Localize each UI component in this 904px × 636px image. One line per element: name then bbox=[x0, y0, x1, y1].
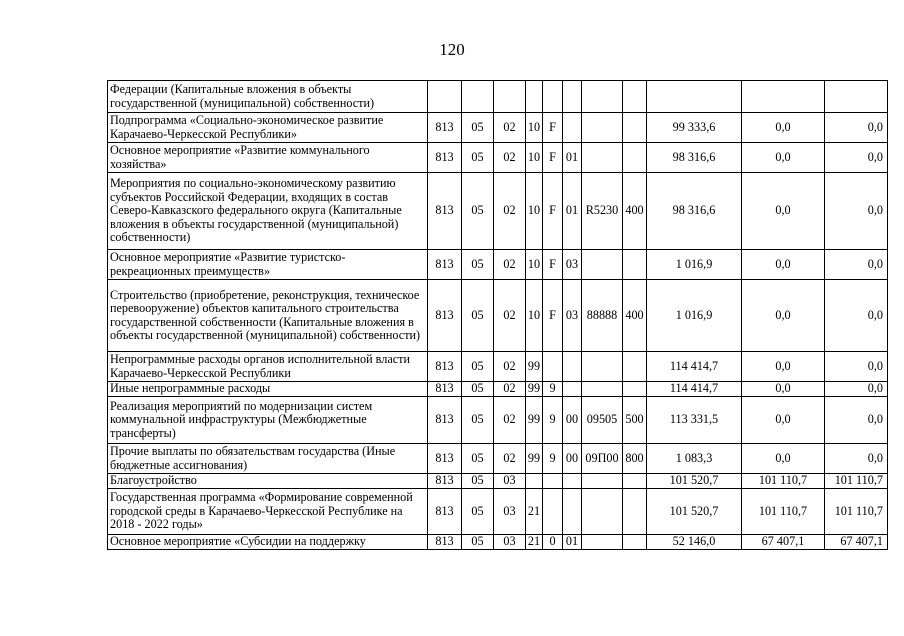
program-code-cell bbox=[526, 81, 543, 113]
direction-code-cell bbox=[582, 113, 623, 143]
amount-year1-cell: 101 520,7 bbox=[647, 489, 742, 535]
section-code-cell: 05 bbox=[462, 113, 494, 143]
program-code-cell: 10 bbox=[526, 250, 543, 280]
ministry-code-cell: 813 bbox=[428, 280, 462, 352]
expense-type-cell bbox=[623, 474, 647, 489]
row-name-cell: Государственная программа «Формирование современной городской среды в Карачаево-Черкесской Республике на 2018 - 2022 годы» bbox=[108, 489, 428, 535]
amount-year3-cell bbox=[825, 81, 888, 113]
program-code-cell: 99 bbox=[526, 397, 543, 444]
table-row bbox=[108, 81, 888, 113]
direction-code-cell bbox=[582, 143, 623, 173]
row-name-cell: Непрограммные расходы органов исполнительной власти Карачаево-Черкесской Республики bbox=[108, 352, 428, 382]
event-code-cell bbox=[563, 382, 582, 397]
expense-type-cell bbox=[623, 489, 647, 535]
subprogram-code-cell: 0 bbox=[543, 535, 563, 550]
direction-code-cell bbox=[582, 474, 623, 489]
section-code-cell bbox=[462, 81, 494, 113]
subprogram-code-cell bbox=[543, 489, 563, 535]
subprogram-code-cell: F bbox=[543, 250, 563, 280]
amount-year3-cell: 0,0 bbox=[825, 143, 888, 173]
amount-year3-cell: 0,0 bbox=[825, 280, 888, 352]
amount-year1-cell: 98 316,6 bbox=[647, 173, 742, 250]
subsection-code-cell: 02 bbox=[494, 397, 526, 444]
amount-year2-cell: 0,0 bbox=[742, 143, 825, 173]
amount-year2-cell: 0,0 bbox=[742, 444, 825, 474]
program-code-cell: 10 bbox=[526, 280, 543, 352]
program-code-cell bbox=[526, 474, 543, 489]
expense-type-cell bbox=[623, 81, 647, 113]
table-row bbox=[108, 113, 888, 143]
subsection-code-cell: 02 bbox=[494, 444, 526, 474]
amount-year2-cell: 0,0 bbox=[742, 352, 825, 382]
row-name-cell: Мероприятия по социально-экономическому развитию субъектов Российской Федерации, входящих в состав Северо-Кавказского федерального округа (Капитальные вложения в объекты государственной (муниципальной) собственности) bbox=[108, 173, 428, 250]
subsection-code-cell: 02 bbox=[494, 382, 526, 397]
amount-year1-cell bbox=[647, 81, 742, 113]
amount-year1-cell: 114 414,7 bbox=[647, 352, 742, 382]
amount-year2-cell: 67 407,1 bbox=[742, 535, 825, 550]
expense-type-cell bbox=[623, 113, 647, 143]
section-code-cell: 05 bbox=[462, 535, 494, 550]
amount-year2-cell: 0,0 bbox=[742, 382, 825, 397]
ministry-code-cell bbox=[428, 81, 462, 113]
section-code-cell: 05 bbox=[462, 280, 494, 352]
subsection-code-cell: 02 bbox=[494, 113, 526, 143]
row-name-cell: Основное мероприятие «Развитие туристско-рекреационных преимуществ» bbox=[108, 250, 428, 280]
subsection-code-cell: 02 bbox=[494, 173, 526, 250]
subsection-code-cell: 03 bbox=[494, 489, 526, 535]
amount-year3-cell: 101 110,7 bbox=[825, 474, 888, 489]
amount-year1-cell: 101 520,7 bbox=[647, 474, 742, 489]
amount-year1-cell: 98 316,6 bbox=[647, 143, 742, 173]
section-code-cell: 05 bbox=[462, 382, 494, 397]
direction-code-cell: 09П00 bbox=[582, 444, 623, 474]
program-code-cell: 10 bbox=[526, 173, 543, 250]
expense-type-cell bbox=[623, 382, 647, 397]
subsection-code-cell bbox=[494, 81, 526, 113]
direction-code-cell bbox=[582, 81, 623, 113]
program-code-cell: 10 bbox=[526, 113, 543, 143]
table-row bbox=[108, 489, 888, 535]
section-code-cell: 05 bbox=[462, 444, 494, 474]
amount-year1-cell: 1 083,3 bbox=[647, 444, 742, 474]
expense-type-cell: 500 bbox=[623, 397, 647, 444]
table-row bbox=[108, 444, 888, 474]
amount-year3-cell: 67 407,1 bbox=[825, 535, 888, 550]
row-name-cell: Иные непрограммные расходы bbox=[108, 382, 428, 397]
ministry-code-cell: 813 bbox=[428, 474, 462, 489]
section-code-cell: 05 bbox=[462, 397, 494, 444]
subsection-code-cell: 02 bbox=[494, 280, 526, 352]
amount-year3-cell: 101 110,7 bbox=[825, 489, 888, 535]
subprogram-code-cell: F bbox=[543, 113, 563, 143]
table-row bbox=[108, 397, 888, 444]
subsection-code-cell: 02 bbox=[494, 250, 526, 280]
section-code-cell: 05 bbox=[462, 352, 494, 382]
amount-year1-cell: 52 146,0 bbox=[647, 535, 742, 550]
ministry-code-cell: 813 bbox=[428, 143, 462, 173]
expense-type-cell bbox=[623, 352, 647, 382]
event-code-cell: 00 bbox=[563, 444, 582, 474]
amount-year1-cell: 1 016,9 bbox=[647, 280, 742, 352]
subprogram-code-cell: F bbox=[543, 143, 563, 173]
subsection-code-cell: 02 bbox=[494, 143, 526, 173]
amount-year2-cell: 101 110,7 bbox=[742, 474, 825, 489]
program-code-cell: 21 bbox=[526, 535, 543, 550]
ministry-code-cell: 813 bbox=[428, 173, 462, 250]
table-row bbox=[108, 143, 888, 173]
subprogram-code-cell: F bbox=[543, 173, 563, 250]
subprogram-code-cell: 9 bbox=[543, 397, 563, 444]
amount-year2-cell: 0,0 bbox=[742, 250, 825, 280]
direction-code-cell bbox=[582, 489, 623, 535]
subprogram-code-cell: 9 bbox=[543, 382, 563, 397]
event-code-cell bbox=[563, 474, 582, 489]
subprogram-code-cell bbox=[543, 474, 563, 489]
ministry-code-cell: 813 bbox=[428, 382, 462, 397]
amount-year2-cell: 101 110,7 bbox=[742, 489, 825, 535]
ministry-code-cell: 813 bbox=[428, 113, 462, 143]
row-name-cell: Благоустройство bbox=[108, 474, 428, 489]
ministry-code-cell: 813 bbox=[428, 535, 462, 550]
amount-year1-cell: 99 333,6 bbox=[647, 113, 742, 143]
event-code-cell bbox=[563, 81, 582, 113]
section-code-cell: 05 bbox=[462, 173, 494, 250]
program-code-cell: 99 bbox=[526, 352, 543, 382]
table-row bbox=[108, 535, 888, 550]
expense-type-cell: 400 bbox=[623, 173, 647, 250]
ministry-code-cell: 813 bbox=[428, 352, 462, 382]
program-code-cell: 21 bbox=[526, 489, 543, 535]
table-row bbox=[108, 352, 888, 382]
amount-year3-cell: 0,0 bbox=[825, 250, 888, 280]
event-code-cell: 01 bbox=[563, 143, 582, 173]
ministry-code-cell: 813 bbox=[428, 397, 462, 444]
subprogram-code-cell: 9 bbox=[543, 444, 563, 474]
amount-year2-cell: 0,0 bbox=[742, 280, 825, 352]
amount-year3-cell: 0,0 bbox=[825, 173, 888, 250]
section-code-cell: 05 bbox=[462, 474, 494, 489]
event-code-cell bbox=[563, 352, 582, 382]
amount-year2-cell bbox=[742, 81, 825, 113]
budget-table bbox=[107, 80, 888, 550]
table-row bbox=[108, 474, 888, 489]
subprogram-code-cell bbox=[543, 352, 563, 382]
amount-year2-cell: 0,0 bbox=[742, 113, 825, 143]
subsection-code-cell: 02 bbox=[494, 352, 526, 382]
expense-type-cell bbox=[623, 535, 647, 550]
row-name-cell: Реализация мероприятий по модернизации систем коммунальной инфраструктуры (Межбюджетные трансферты) bbox=[108, 397, 428, 444]
section-code-cell: 05 bbox=[462, 489, 494, 535]
event-code-cell: 03 bbox=[563, 250, 582, 280]
subsection-code-cell: 03 bbox=[494, 474, 526, 489]
direction-code-cell bbox=[582, 250, 623, 280]
table-row bbox=[108, 173, 888, 250]
table-row bbox=[108, 250, 888, 280]
direction-code-cell bbox=[582, 352, 623, 382]
program-code-cell: 99 bbox=[526, 382, 543, 397]
ministry-code-cell: 813 bbox=[428, 250, 462, 280]
subsection-code-cell: 03 bbox=[494, 535, 526, 550]
expense-type-cell: 800 bbox=[623, 444, 647, 474]
row-name-cell: Основное мероприятие «Развитие коммунального хозяйства» bbox=[108, 143, 428, 173]
row-name-cell: Прочие выплаты по обязательствам государства (Иные бюджетные ассигнования) bbox=[108, 444, 428, 474]
amount-year3-cell: 0,0 bbox=[825, 397, 888, 444]
amount-year1-cell: 1 016,9 bbox=[647, 250, 742, 280]
event-code-cell bbox=[563, 489, 582, 535]
table-row bbox=[108, 280, 888, 352]
subprogram-code-cell bbox=[543, 81, 563, 113]
amount-year3-cell: 0,0 bbox=[825, 444, 888, 474]
program-code-cell: 10 bbox=[526, 143, 543, 173]
section-code-cell: 05 bbox=[462, 250, 494, 280]
expense-type-cell: 400 bbox=[623, 280, 647, 352]
event-code-cell: 03 bbox=[563, 280, 582, 352]
ministry-code-cell: 813 bbox=[428, 444, 462, 474]
direction-code-cell: 88888 bbox=[582, 280, 623, 352]
amount-year3-cell: 0,0 bbox=[825, 352, 888, 382]
row-name-cell: Строительство (приобретение, реконструкция, техническое перевооружение) объектов капитального строительства государственной собственности (Капитальные вложения в объекты государственной (муниципальной) собственности) bbox=[108, 280, 428, 352]
direction-code-cell: 09505 bbox=[582, 397, 623, 444]
event-code-cell bbox=[563, 113, 582, 143]
event-code-cell: 00 bbox=[563, 397, 582, 444]
event-code-cell: 01 bbox=[563, 173, 582, 250]
amount-year1-cell: 113 331,5 bbox=[647, 397, 742, 444]
ministry-code-cell: 813 bbox=[428, 489, 462, 535]
row-name-cell: Подпрограмма «Социально-экономическое развитие Карачаево-Черкесской Республики» bbox=[108, 113, 428, 143]
amount-year2-cell: 0,0 bbox=[742, 173, 825, 250]
direction-code-cell bbox=[582, 382, 623, 397]
event-code-cell: 01 bbox=[563, 535, 582, 550]
page-number: 120 bbox=[439, 40, 465, 59]
amount-year1-cell: 114 414,7 bbox=[647, 382, 742, 397]
amount-year3-cell: 0,0 bbox=[825, 382, 888, 397]
expense-type-cell bbox=[623, 143, 647, 173]
direction-code-cell: R5230 bbox=[582, 173, 623, 250]
amount-year3-cell: 0,0 bbox=[825, 113, 888, 143]
direction-code-cell bbox=[582, 535, 623, 550]
amount-year2-cell: 0,0 bbox=[742, 397, 825, 444]
row-name-cell: Основное мероприятие «Субсидии на поддержку bbox=[108, 535, 428, 550]
expense-type-cell bbox=[623, 250, 647, 280]
table-row bbox=[108, 382, 888, 397]
program-code-cell: 99 bbox=[526, 444, 543, 474]
section-code-cell: 05 bbox=[462, 143, 494, 173]
subprogram-code-cell: F bbox=[543, 280, 563, 352]
row-name-cell: Федерации (Капитальные вложения в объекты государственной (муниципальной) собственности) bbox=[108, 81, 428, 113]
